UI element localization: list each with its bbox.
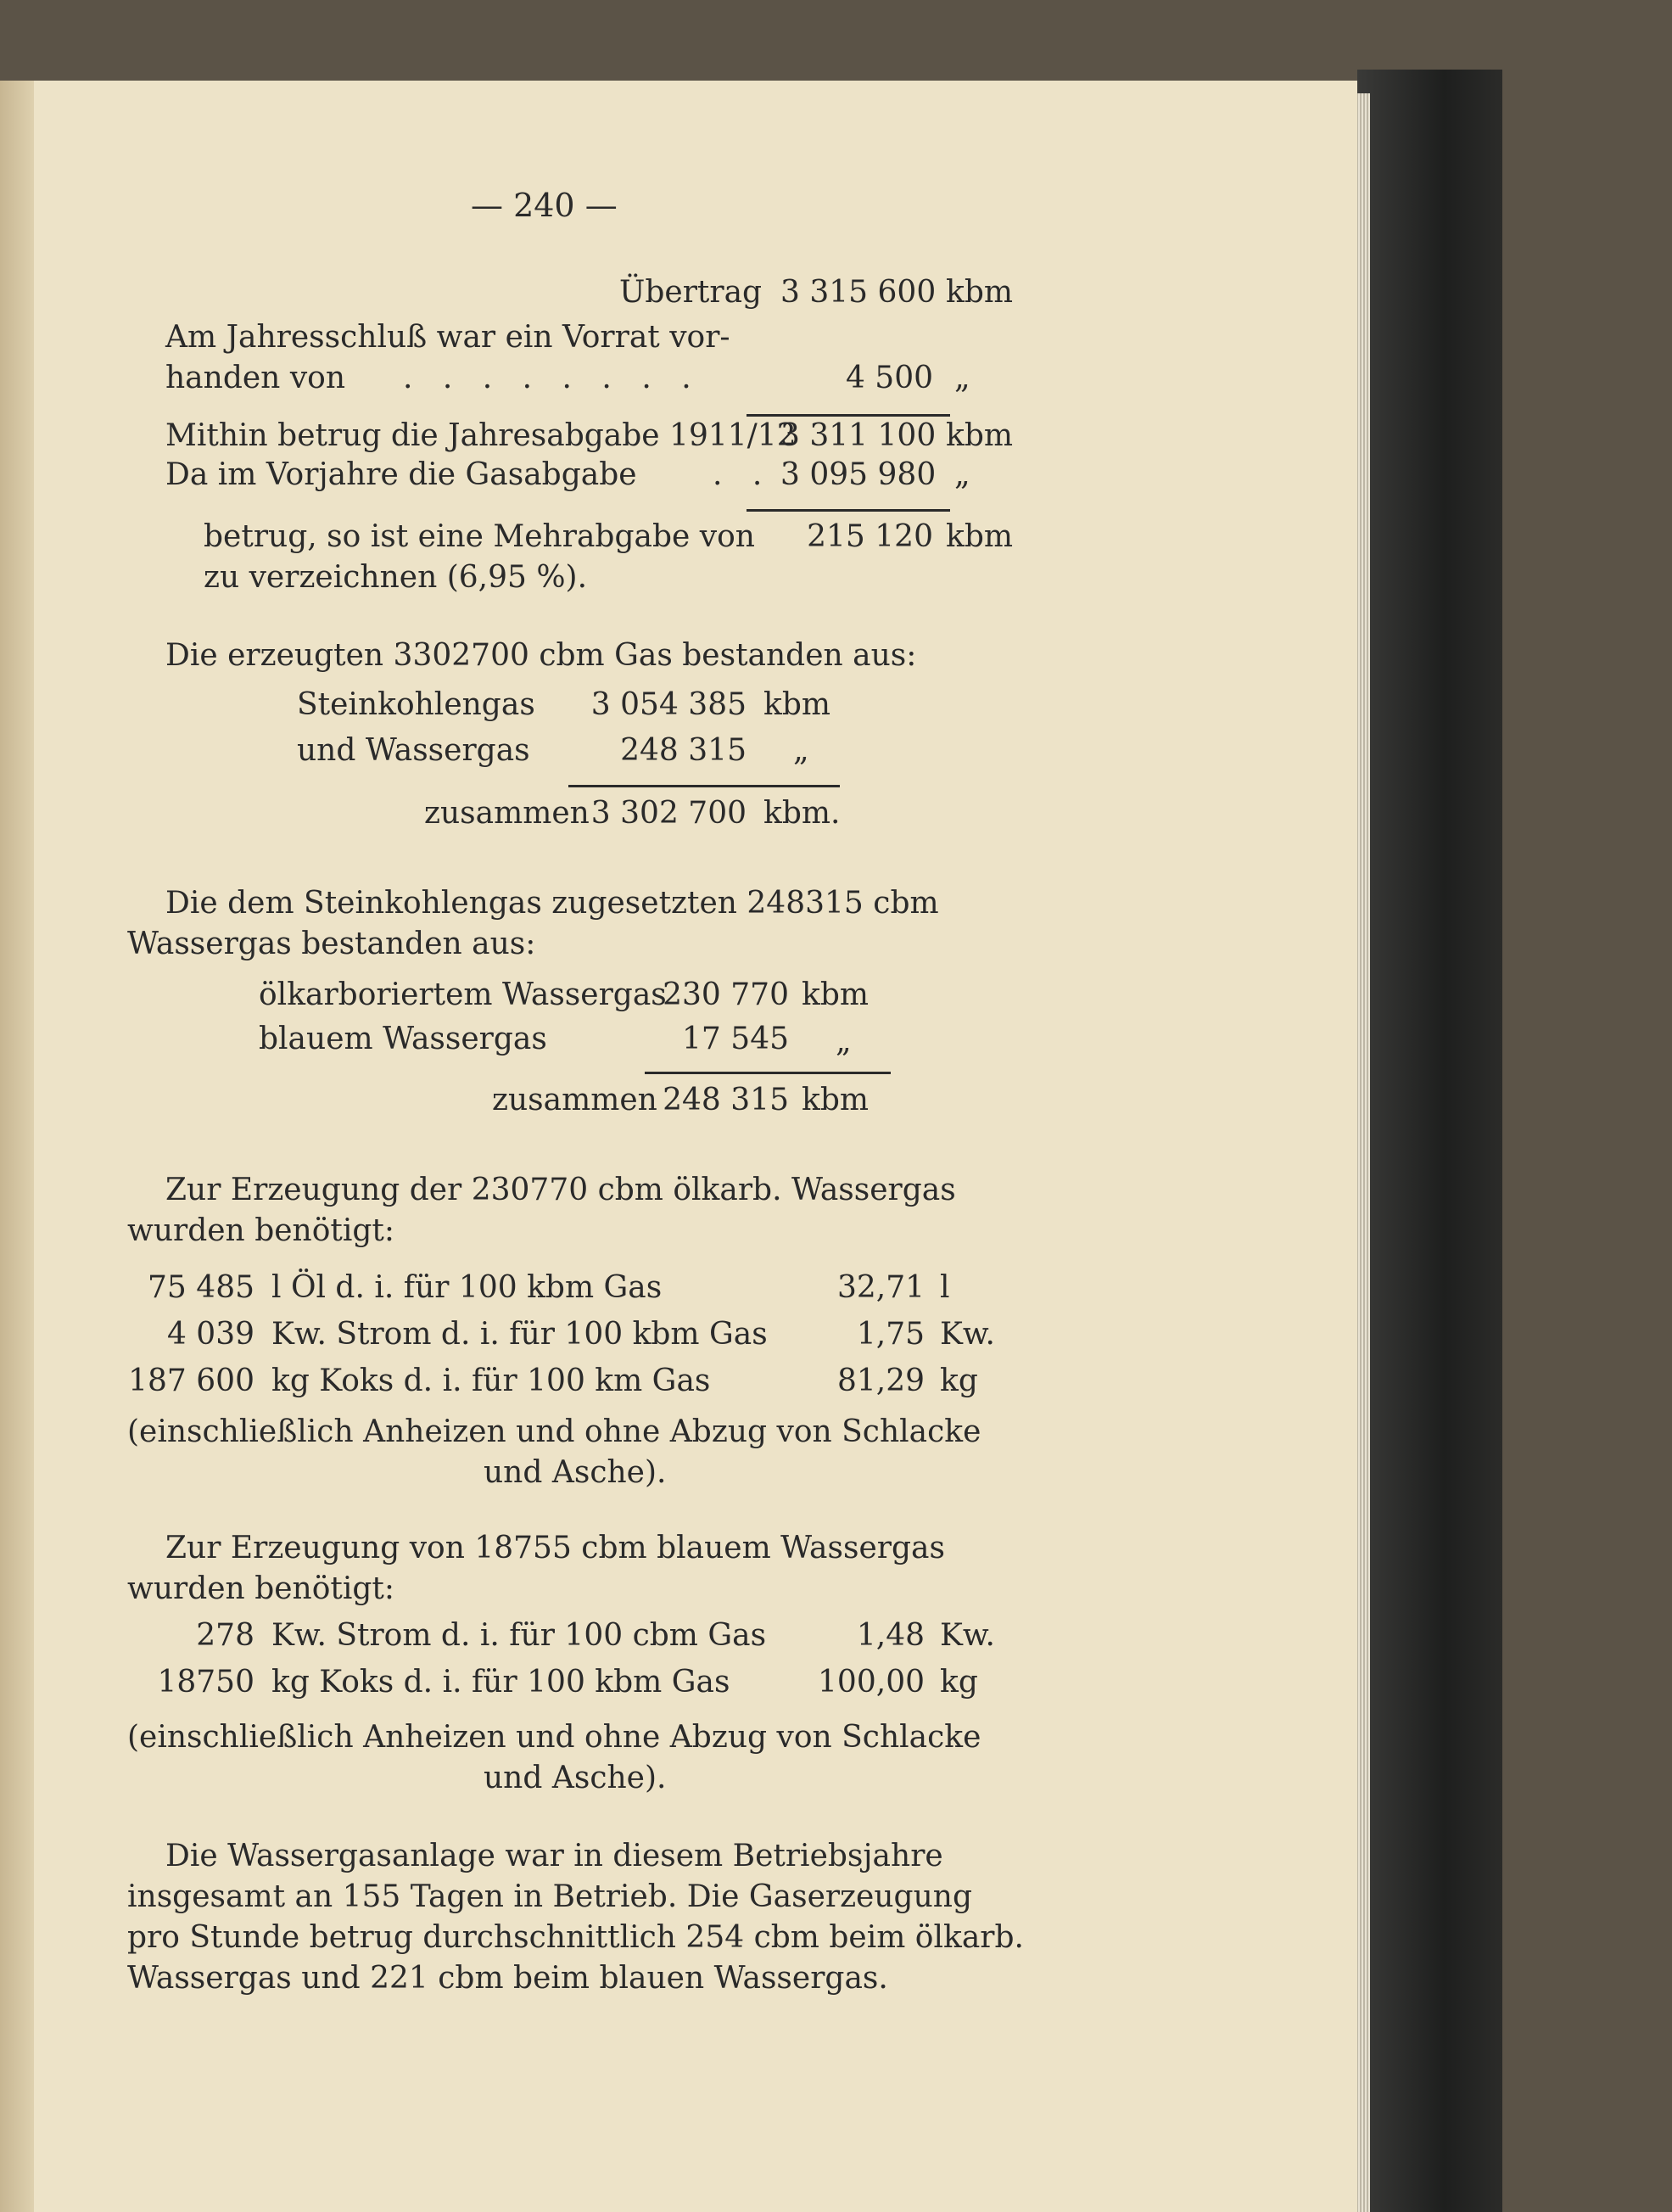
closing-line3: pro Stunde betrug durchschnittlich 254 cbm beim ölkarb. [127,1920,1024,1955]
blau-note-line2: und Asche). [484,1761,667,1795]
blau-note-line1: (einschließlich Anheizen und ohne Abzug von Schlacke [127,1720,981,1755]
mehr-value: 215 120 [807,519,933,554]
blau-intro-line2: wurden benötigt: [127,1571,395,1606]
vorrat-line1: Am Jahresschluß war ein Vorrat vor- [165,320,730,355]
blau-row-1-value: 1,48 [856,1618,925,1653]
gas-total-rule [568,785,840,787]
summary-rule-2 [747,509,950,512]
oelkarb-row-3-amount: 187 600 [128,1364,254,1398]
oelkarb-intro-line1: Zur Erzeugung der 230770 cbm ölkarb. Wassergas [165,1173,956,1207]
wassergas-total-unit: kbm [802,1083,869,1117]
vorjahr-value: 3 095 980 [780,457,937,492]
gas-row-2-label: und Wassergas [297,733,530,768]
blau-row-1-amount: 278 [196,1618,254,1653]
oelkarb-row-1-item: l Öl d. i. für 100 kbm Gas [271,1270,663,1305]
oelkarb-row-3-value: 81,29 [836,1364,925,1398]
vorjahr-label: Da im Vorjahre die Gasabgabe [165,457,637,492]
mehr-unit: kbm [946,519,1013,554]
gas-total-value: 3 302 700 [590,796,747,831]
oelkarb-row-2-amount: 4 039 [166,1317,254,1352]
mehr-line2: zu verzeichnen (6,95 %). [204,560,588,595]
blau-intro-line1: Zur Erzeugung von 18755 cbm blauem Wassergas [165,1531,945,1565]
wassergas-row-1-value: 230 770 [663,977,789,1012]
gas-row-2-unit: „ [793,733,809,768]
gas-row-1-unit: kbm [763,687,830,722]
blau-row-1-unit: Kw. [940,1618,995,1653]
wassergas-row-2-unit: „ [836,1024,852,1059]
book-page [34,81,1357,2212]
closing-line1: Die Wassergasanlage war in diesem Betriebsjahre [165,1839,943,1873]
oelkarb-row-1-amount: 75 485 [148,1270,254,1305]
mehr-line1: betrug, so ist eine Mehrabgabe von [204,519,755,554]
closing-line2: insgesamt an 155 Tagen in Betrieb. Die Gaserzeugung [127,1879,972,1914]
gas-total-unit: kbm. [763,796,841,831]
wassergas-total-rule [645,1072,891,1074]
vorjahr-dots: . . [713,457,773,492]
oelkarb-note-line1: (einschließlich Anheizen und ohne Abzug von Schlacke [127,1414,981,1449]
book-cover [1357,70,1502,2212]
wassergas-row-2-value: 17 545 [682,1022,789,1056]
wassergas-total-label: zusammen [492,1083,657,1117]
closing-line4: Wassergas und 221 cbm beim blauen Wassergas. [127,1961,888,1996]
blau-row-2-value: 100,00 [818,1665,925,1700]
uebertrag-label: Übertrag [619,275,763,310]
gas-intro: Die erzeugten 3302700 cbm Gas bestanden aus: [165,638,917,673]
oelkarb-row-3-unit: kg [940,1364,978,1398]
uebertrag-value: 3 315 600 [780,275,937,310]
wassergas-row-2-label: blauem Wassergas [259,1022,547,1056]
uebertrag-unit: kbm [946,275,1013,310]
blau-row-2-item: kg Koks d. i. für 100 kbm Gas [271,1665,730,1700]
oelkarb-row-2-item: Kw. Strom d. i. für 100 kbm Gas [271,1317,768,1352]
wassergas-row-1-label: ölkarboriertem Wassergas [259,977,667,1012]
gas-row-1-value: 3 054 385 [590,687,747,722]
vorrat-line2: handen von [165,361,346,395]
gas-total-label: zusammen [424,796,590,831]
vorjahr-unit: „ [954,457,970,492]
page-number: — 240 — [471,187,618,224]
wassergas-intro-line1: Die dem Steinkohlengas zugesetzten 248315 cbm [165,886,939,921]
abgabe-value: 3 311 100 [780,418,937,453]
blau-row-1-item: Kw. Strom d. i. für 100 cbm Gas [271,1618,767,1653]
abgabe-unit: kbm [946,418,1013,453]
oelkarb-row-1-unit: l [940,1270,950,1305]
gas-row-2-value: 248 315 [620,733,747,768]
vorrat-value: 4 500 [845,361,933,395]
oelkarb-row-1-value: 32,71 [836,1270,925,1305]
oelkarb-note-line2: und Asche). [484,1455,667,1490]
gas-row-1-label: Steinkohlengas [297,687,535,722]
wassergas-total-value: 248 315 [663,1083,789,1117]
oelkarb-intro-line2: wurden benötigt: [127,1213,395,1248]
vorrat-dots: . . . . . . . . [403,361,702,395]
blau-row-2-unit: kg [940,1665,978,1700]
wassergas-row-1-unit: kbm [802,977,869,1012]
oelkarb-row-2-unit: Kw. [940,1317,995,1352]
oelkarb-row-2-value: 1,75 [856,1317,925,1352]
oelkarb-row-3-item: kg Koks d. i. für 100 km Gas [271,1364,711,1398]
abgabe-label: Mithin betrug die Jahresabgabe 1911/12 [165,418,797,453]
blau-row-2-amount: 18750 [157,1665,254,1700]
vorrat-unit: „ [954,361,970,395]
wassergas-intro-line2: Wassergas bestanden aus: [127,927,536,961]
summary-rule-1 [747,414,950,417]
